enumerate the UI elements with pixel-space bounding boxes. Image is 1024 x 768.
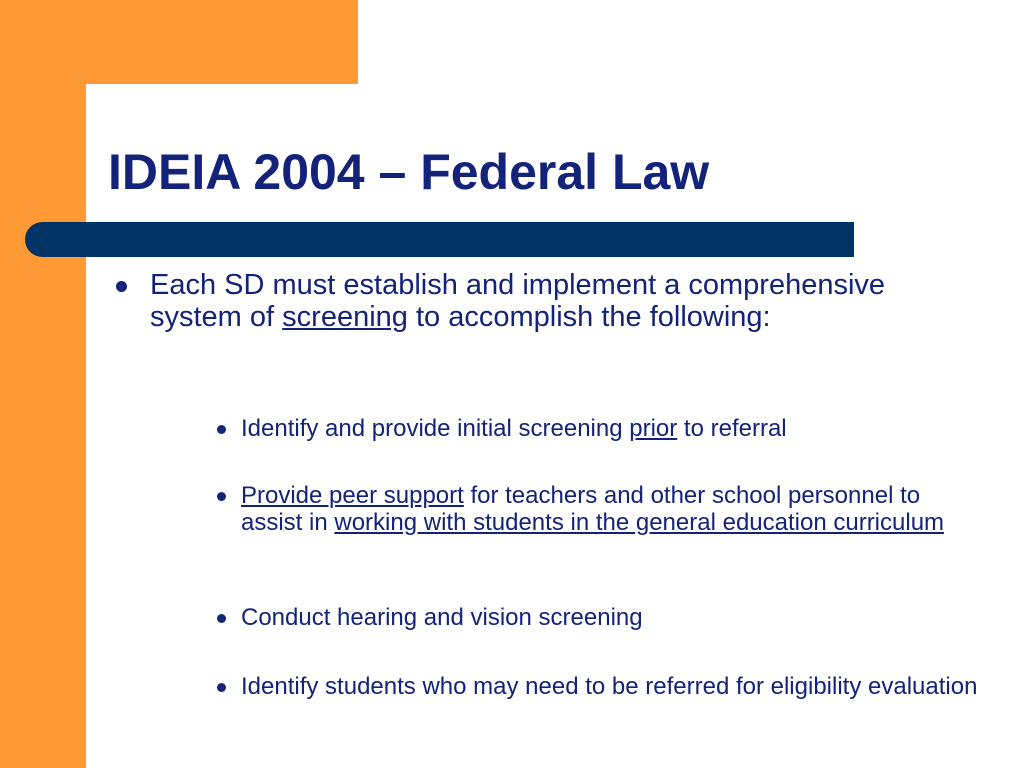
- sub-bullet-4: [241, 673, 981, 700]
- sub-bullet-1-after: to referral: [677, 415, 787, 442]
- sub-bullet-1-underlined: prior: [629, 415, 678, 442]
- main-bullet-text-after: to accomplish the following:: [407, 301, 771, 333]
- title-underline-bar: [25, 222, 854, 257]
- main-bullet-text-before: Each SD must establish and implement a comprehensive system of: [150, 269, 886, 333]
- sub-bullet-1: [241, 415, 981, 442]
- sub-bullet-2-underlined: Provide peer support: [241, 482, 464, 509]
- sub-bullet-2-underlined-2: working with students in the general education curriculum: [334, 509, 945, 536]
- sub-bullet-2-middle: for teachers and other school personnel to assist in: [241, 482, 921, 536]
- sub-bullet-3: [241, 604, 981, 631]
- bullet-icon: [217, 425, 226, 434]
- bullet-icon: [217, 492, 226, 501]
- main-bullet: [150, 269, 980, 333]
- sub-bullet-4-text: Identify students who may need to be referred for eligibility evaluation: [241, 673, 978, 700]
- bullet-icon: [116, 281, 127, 292]
- slide-title: IDEIA 2004 – Federal Law: [108, 144, 710, 200]
- sub-bullet-3-text: Conduct hearing and vision screening: [241, 604, 643, 631]
- sub-bullet-1-before: Identify and provide initial screening: [241, 415, 630, 442]
- main-bullet-underlined: screening: [282, 301, 408, 333]
- bullet-icon: [217, 614, 226, 623]
- bullet-icon: [217, 683, 226, 692]
- sub-bullet-2: [241, 482, 981, 536]
- orange-left-strip: [0, 0, 86, 768]
